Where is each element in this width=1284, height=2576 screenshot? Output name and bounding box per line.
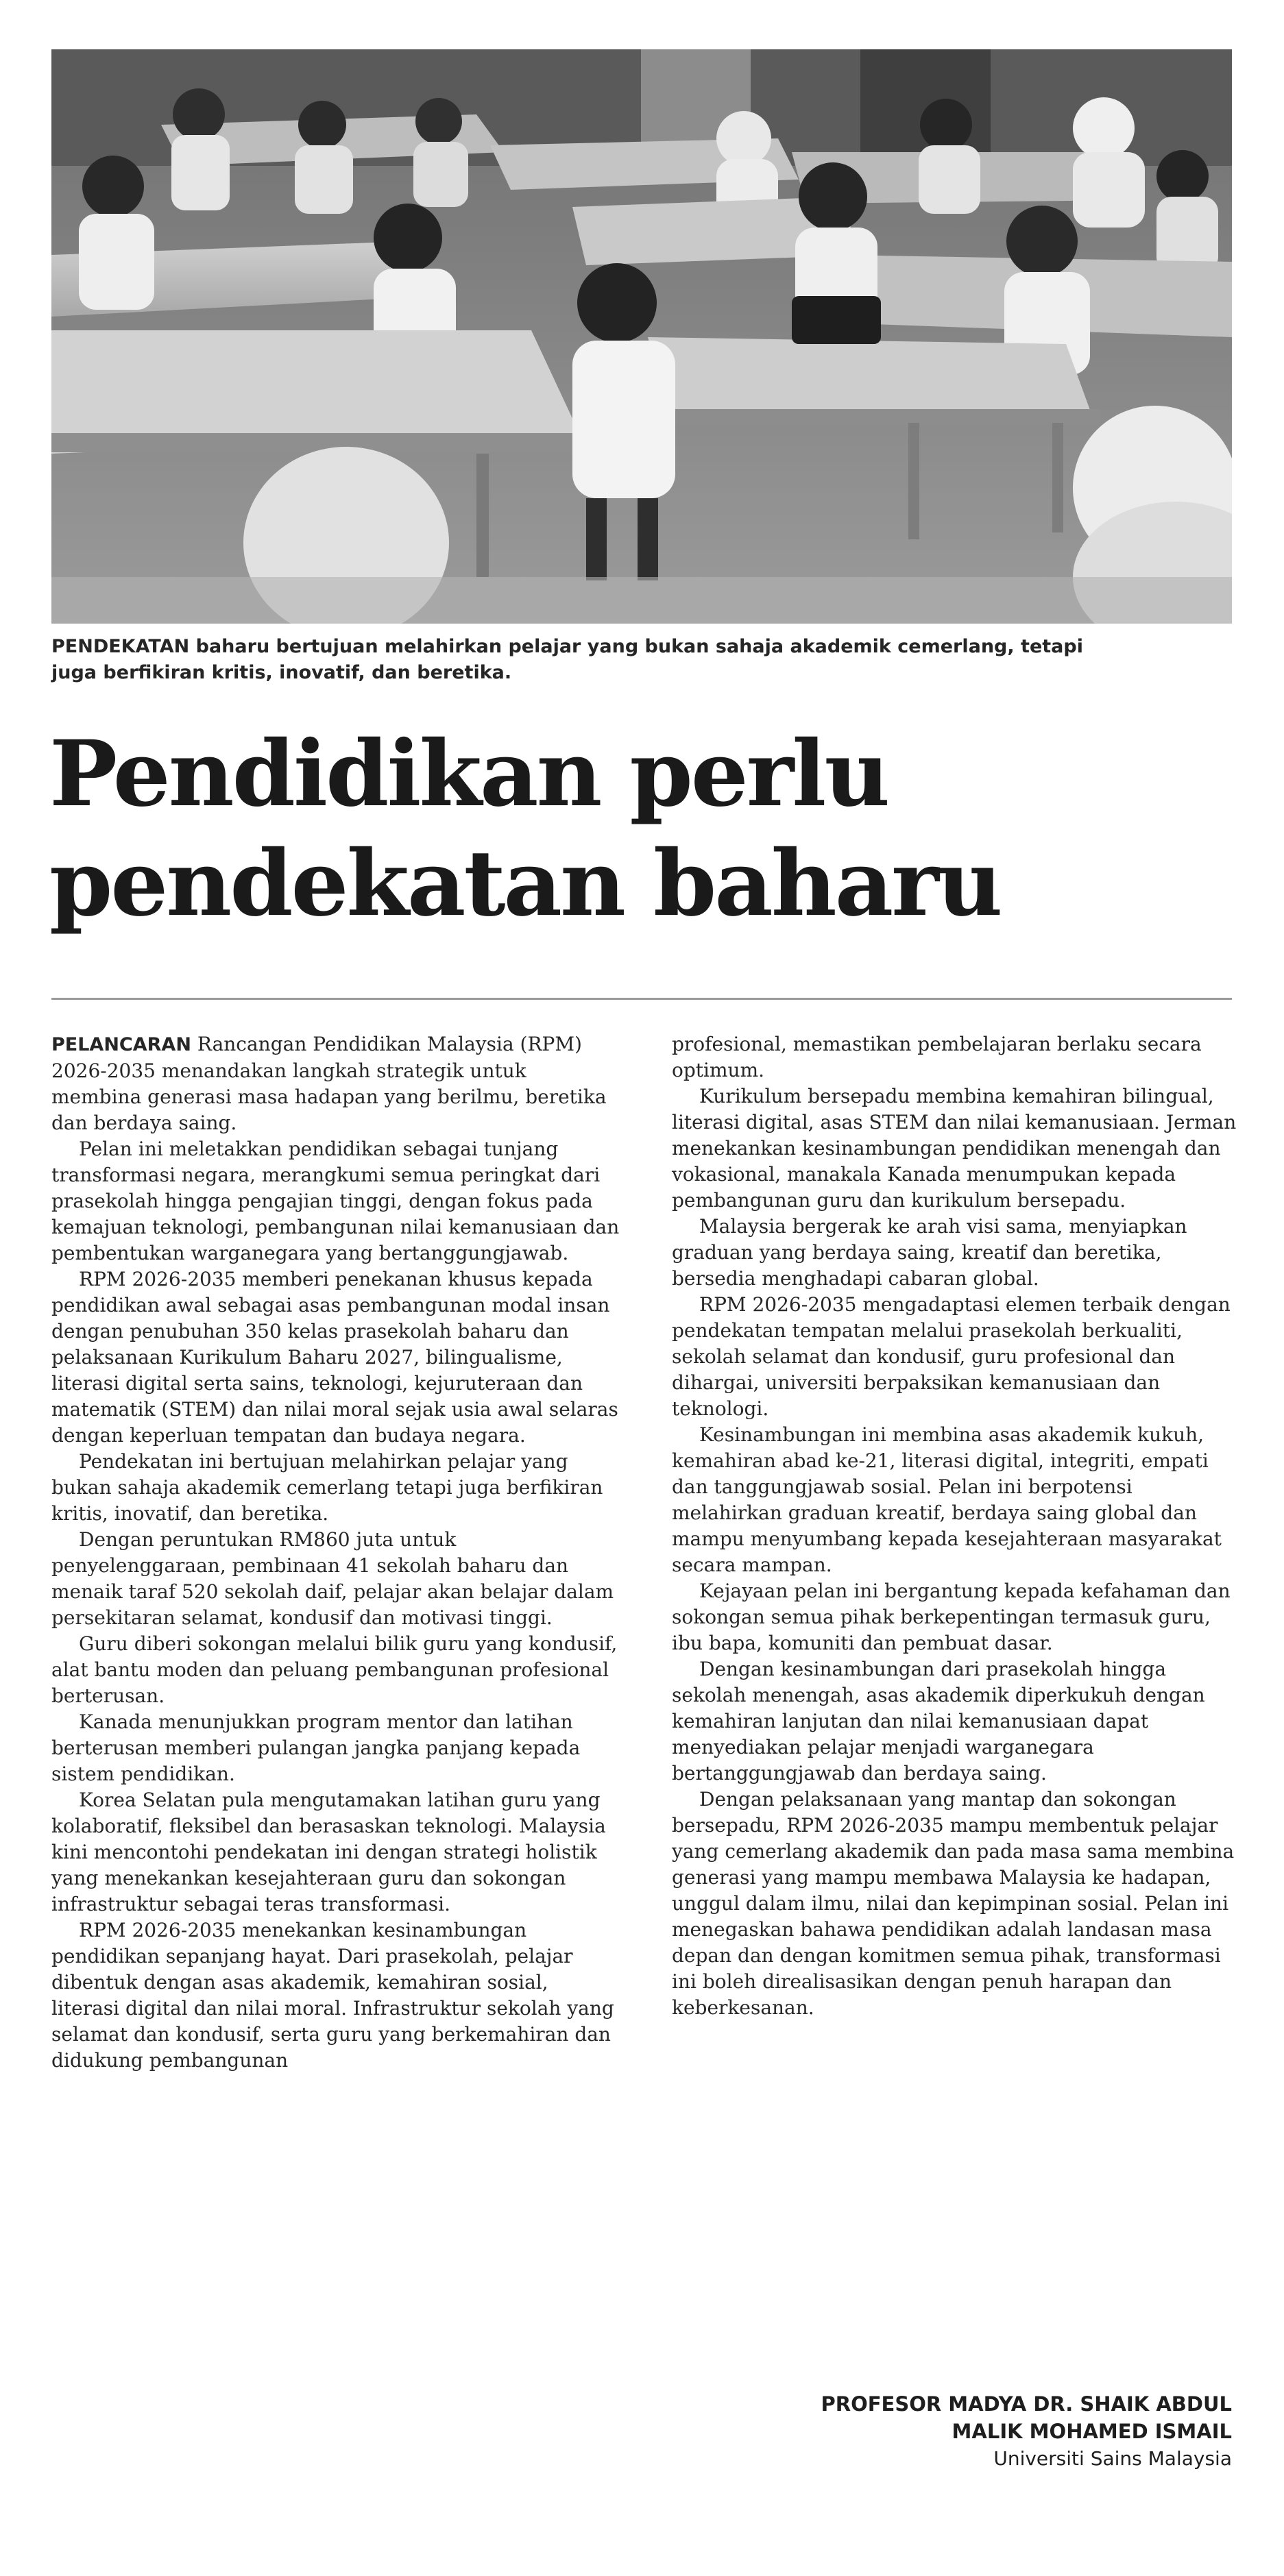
article-paragraph: RPM 2026-2035 mengadaptasi elemen terbaik dengan pendekatan tempatan melalui prasekolah berkualiti, sekolah selamat dan kondusif, guru profesional dan dihargai, universiti berpaksikan kemanusiaan dan teknologi. [672,1293,1231,1420]
article-lead-word: PELANCARAN [51,1034,191,1055]
photo-caption [51,634,1232,686]
headline-line-2: pendekatan baharu [49,831,1001,937]
article-paragraph: Guru diberi sokongan melalui bilik guru yang kondusif, alat bantu moden dan peluang pembangunan profesional berterusan. [51,1632,618,1707]
caption-lead-word: PENDEKATAN [51,636,190,657]
article-paragraph: Pelan ini meletakkan pendidikan sebagai tunjang transformasi negara, merangkumi semua peringkat dari prasekolah hingga pengajian tinggi, dengan fokus pada kemajuan teknologi, pembangunan nilai kemanusiaan dan pembentukan warganegara yang bertanggungjawab. [51,1138,620,1264]
article-paragraph: Pendekatan ini bertujuan melahirkan pelajar yang bukan sahaja akademik cemerlang tetapi juga berfikiran kritis, inovatif, dan beretika. [51,1450,603,1525]
article-paragraph: Kejayaan pelan ini bergantung kepada kefahaman dan sokongan semua pihak berkepentingan termasuk guru, ibu bapa, komuniti dan pembuat dasar. [672,1580,1231,1654]
caption-text: baharu bertujuan melahirkan pelajar yang bukan sahaja akademik cemerlang, tetapi juga berfikiran kritis, inovatif, dan beretika. [51,636,1083,683]
article-column-right [672,1031,1241,2021]
article-paragraph: Korea Selatan pula mengutamakan latihan guru yang kolaboratif, fleksibel dan berasaskan teknologi. Malaysia kini mencontohi pendekatan ini dengan strategi holistik yang menekankan kesejahteraan guru dan sokongan infrastruktur sebagai teras transformasi. [51,1789,606,1915]
author-byline [615,2390,1232,2473]
classroom-photo-icon [51,49,1232,624]
article-paragraph: Dengan pelaksanaan yang mantap dan sokongan bersepadu, RPM 2026-2035 mampu membentuk pelajar yang cemerlang akademik dan pada masa sama membina generasi yang mampu membawa Malaysia ke hadapan, unggul dalam ilmu, nilai dan kepimpinan sosial. Pelan ini menegaskan bahawa pendidikan adalah landasan masa depan dan dengan komitmen semua pihak, transformasi ini boleh direalisasikan dengan penuh harapan dan keberkesanan. [672,1788,1235,2019]
article-paragraph: PELANCARAN Rancangan Pendidikan Malaysia (RPM) 2026-2035 menandakan langkah strategik untuk membina generasi masa hadapan yang berilmu, beretika dan berdaya saing. [51,1033,607,1134]
article-paragraph: Dengan kesinambungan dari prasekolah hingga sekolah menengah, asas akademik diperkukuh dengan kemahiran lanjutan dan nilai kemanusiaan dapat menyediakan pelajar menjadi warganegara bertanggungjawab dan berdaya saing. [672,1658,1205,1784]
article-paragraph: RPM 2026-2035 memberi penekanan khusus kepada pendidikan awal sebagai asas pembangunan modal insan dengan penubuhan 350 kelas prasekolah baharu dan pelaksanaan Kurikulum Baharu 2027, bilingualisme, literasi digital serta sains, teknologi, kejuruteraan dan matematik (STEM) dan nilai moral sejak usia awal selaras dengan keperluan tempatan dan budaya negara. [51,1268,618,1447]
article-photo [51,49,1232,624]
author-name-line-2: MALIK MOHAMED ISMAIL [952,2420,1232,2443]
article-paragraph: Kurikulum bersepadu membina kemahiran bilingual, literasi digital, asas STEM dan nilai kemanusiaan. Jerman menekankan kesinambungan pendidikan menengah dan vokasional, manakala Kanada menumpukan kepada pembangunan guru dan kurikulum bersepadu. [672,1085,1237,1212]
headline-line-1: Pendidikan perlu [49,721,888,827]
article-paragraph: Kanada menunjukkan program mentor dan latihan berterusan memberi pulangan jangka panjang kepada sistem pendidikan. [51,1710,581,1785]
article-paragraph: Kesinambungan ini membina asas akademik kukuh, kemahiran abad ke-21, literasi digital, integriti, empati dan tanggungjawab sosial. Pelan ini berpotensi melahirkan graduan kreatif, berdaya saing global dan mampu menyumbang kepada kesejahteraan masyarakat secara mampan. [672,1423,1222,1576]
article-paragraph: RPM 2026-2035 menekankan kesinambungan pendidikan sepanjang hayat. Dari prasekolah, pelajar dibentuk dengan asas akademik, kemahiran sosial, literasi digital dan nilai moral. Infrastruktur sekolah yang selamat dan kondusif, serta guru yang berkemahiran dan didukung pembangunan [51,1919,614,2072]
article-column-left [51,1031,620,2074]
article-paragraph: profesional, memastikan pembelajaran berlaku secara optimum. [672,1033,1202,1081]
article-paragraph: Dengan peruntukan RM860 juta untuk penyelenggaraan, pembinaan 41 sekolah baharu dan menaik taraf 520 sekolah daif, pelajar akan belajar dalam persekitaran selamat, kondusif dan motivasi tinggi. [51,1528,614,1629]
headline-divider [51,998,1232,1000]
author-name-line-1: PROFESOR MADYA DR. SHAIK ABDUL [821,2392,1232,2416]
article-headline [49,720,1242,939]
author-affiliation: Universiti Sains Malaysia [993,2447,1232,2470]
article-paragraph: Malaysia bergerak ke arah visi sama, menyiapkan graduan yang berdaya saing, kreatif dan beretika, bersedia menghadapi cabaran global. [672,1215,1187,1290]
